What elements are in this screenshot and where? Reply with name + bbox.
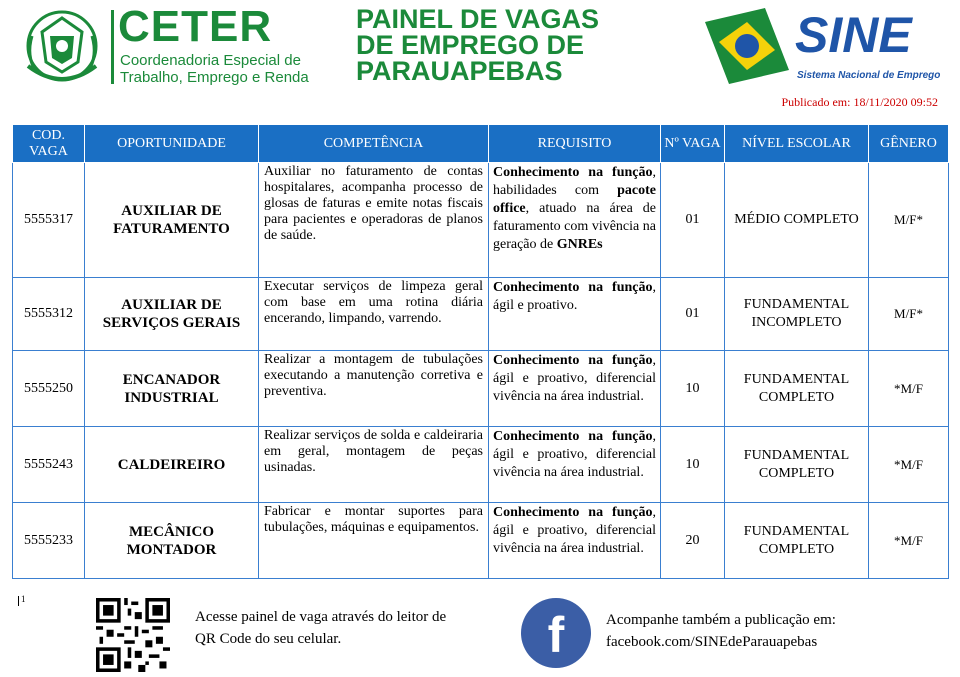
req-text: , habilidades com xyxy=(493,165,656,198)
job-competence: Auxiliar no faturamento de contas hospitalares, acompanha processo de glosas de faturas e emite notas fiscais para pacientes e operadoras de planos de saúde. xyxy=(259,163,489,278)
table-row xyxy=(13,503,949,579)
req-text: , ágil e proativo, diferencial vivência na área industrial. xyxy=(493,353,656,404)
job-requirement xyxy=(489,278,661,351)
ceter-subtitle-line1: Coordenadoria Especial de xyxy=(120,52,301,69)
sine-subtitle: Sistema Nacional de Emprego xyxy=(797,70,941,81)
job-gender: *M/F xyxy=(869,351,949,427)
job-code: 5555312 xyxy=(13,278,85,351)
jobs-table xyxy=(12,124,948,579)
job-competence: Executar serviços de limpeza geral com base em uma rotina diária encerando, limpando, varrendo. xyxy=(259,278,489,351)
published-date: Publicado em: 18/11/2020 09:52 xyxy=(781,95,938,109)
sine-title: SINE xyxy=(795,7,912,63)
page-title xyxy=(356,6,676,84)
page-title-line3: PARAUAPEBAS xyxy=(356,56,563,86)
ceter-logo xyxy=(18,2,318,90)
footnote-marker: 1 xyxy=(21,594,26,604)
job-quantity: 10 xyxy=(661,351,725,427)
ceter-title: CETER xyxy=(118,2,273,51)
req-highlight: Conhecimento na função xyxy=(493,353,653,368)
footnote-marker-line xyxy=(18,596,19,606)
table-row xyxy=(13,278,949,351)
table-row xyxy=(13,163,949,278)
req-highlight: Conhecimento na função xyxy=(493,429,653,444)
job-title: CALDEIREIRO xyxy=(85,427,259,503)
col-header-requirement: REQUISITO xyxy=(489,125,661,163)
col-header-education: NÍVEL ESCOLAR xyxy=(725,125,869,163)
job-requirement xyxy=(489,427,661,503)
col-header-gender: GÊNERO xyxy=(869,125,949,163)
job-requirement xyxy=(489,163,661,278)
job-requirement xyxy=(489,351,661,427)
job-competence: Fabricar e montar suportes para tubulações, máquinas e equipamentos. xyxy=(259,503,489,579)
table-header-row xyxy=(13,125,949,163)
req-highlight: Conhecimento na função xyxy=(493,280,653,295)
job-quantity: 01 xyxy=(661,278,725,351)
job-requirement xyxy=(489,503,661,579)
job-title: MECÂNICO MONTADOR xyxy=(85,503,259,579)
job-title: ENCANADOR INDUSTRIAL xyxy=(85,351,259,427)
state-crest-icon xyxy=(18,6,106,88)
job-title: AUXILIAR DE FATURAMENTO xyxy=(85,163,259,278)
job-gender: *M/F xyxy=(869,503,949,579)
req-highlight: GNREs xyxy=(556,237,603,252)
job-quantity: 20 xyxy=(661,503,725,579)
col-header-code: COD. VAGA xyxy=(13,125,85,163)
sine-logo xyxy=(705,8,945,88)
req-highlight: pacote office xyxy=(493,183,656,216)
col-header-opportunity: OPORTUNIDADE xyxy=(85,125,259,163)
job-code: 5555233 xyxy=(13,503,85,579)
req-text: , ágil e proativo, diferencial vivência na área industrial. xyxy=(493,505,656,556)
job-code: 5555243 xyxy=(13,427,85,503)
table-row xyxy=(13,351,949,427)
ceter-subtitle-line2: Trabalho, Emprego e Renda xyxy=(120,69,309,86)
job-education: FUNDAMENTAL COMPLETO xyxy=(725,351,869,427)
col-header-quantity: Nº VAGA xyxy=(661,125,725,163)
qr-code-icon[interactable] xyxy=(96,598,170,672)
job-education: FUNDAMENTAL INCOMPLETO xyxy=(725,278,869,351)
qr-instructions xyxy=(195,606,485,650)
job-code: 5555250 xyxy=(13,351,85,427)
facebook-info-line1: Acompanhe também a publicação em: xyxy=(606,612,836,628)
page-title-line2: DE EMPREGO DE xyxy=(356,30,585,60)
job-education: FUNDAMENTAL COMPLETO xyxy=(725,427,869,503)
facebook-info xyxy=(606,609,946,653)
page-title-line1: PAINEL DE VAGAS xyxy=(356,4,600,34)
logo-divider xyxy=(111,10,114,84)
col-header-competence: COMPETÊNCIA xyxy=(259,125,489,163)
qr-instructions-line1: Acesse painel de vaga através do leitor de xyxy=(195,609,447,625)
req-text: , ágil e proativo, diferencial vivência na área industrial. xyxy=(493,429,656,480)
job-quantity: 01 xyxy=(661,163,725,278)
qr-instructions-line2: QR Code do seu celular. xyxy=(195,631,342,647)
req-highlight: Conhecimento na função xyxy=(493,505,653,520)
req-highlight: Conhecimento na função xyxy=(493,165,653,180)
table-row xyxy=(13,427,949,503)
job-code: 5555317 xyxy=(13,163,85,278)
job-gender: *M/F xyxy=(869,427,949,503)
job-education: FUNDAMENTAL COMPLETO xyxy=(725,503,869,579)
facebook-link[interactable]: facebook.com/SINEdeParauapebas xyxy=(606,634,818,650)
facebook-icon[interactable]: f xyxy=(521,598,591,668)
job-gender: M/F* xyxy=(869,163,949,278)
ceter-subtitle xyxy=(120,52,330,86)
req-text: , atuado na área de faturamento com vivência na geração de xyxy=(493,201,656,252)
job-gender: M/F* xyxy=(869,278,949,351)
job-quantity: 10 xyxy=(661,427,725,503)
brazil-flag-icon xyxy=(705,8,789,84)
job-competence: Realizar serviços de solda e caldeiraria em geral, montagem de peças usinadas. xyxy=(259,427,489,503)
req-text: , ágil e proativo. xyxy=(493,280,656,313)
job-title: AUXILIAR DE SERVIÇOS GERAIS xyxy=(85,278,259,351)
job-education: MÉDIO COMPLETO xyxy=(725,163,869,278)
job-competence: Realizar a montagem de tubulações executando a manutenção corretiva e preventiva. xyxy=(259,351,489,427)
